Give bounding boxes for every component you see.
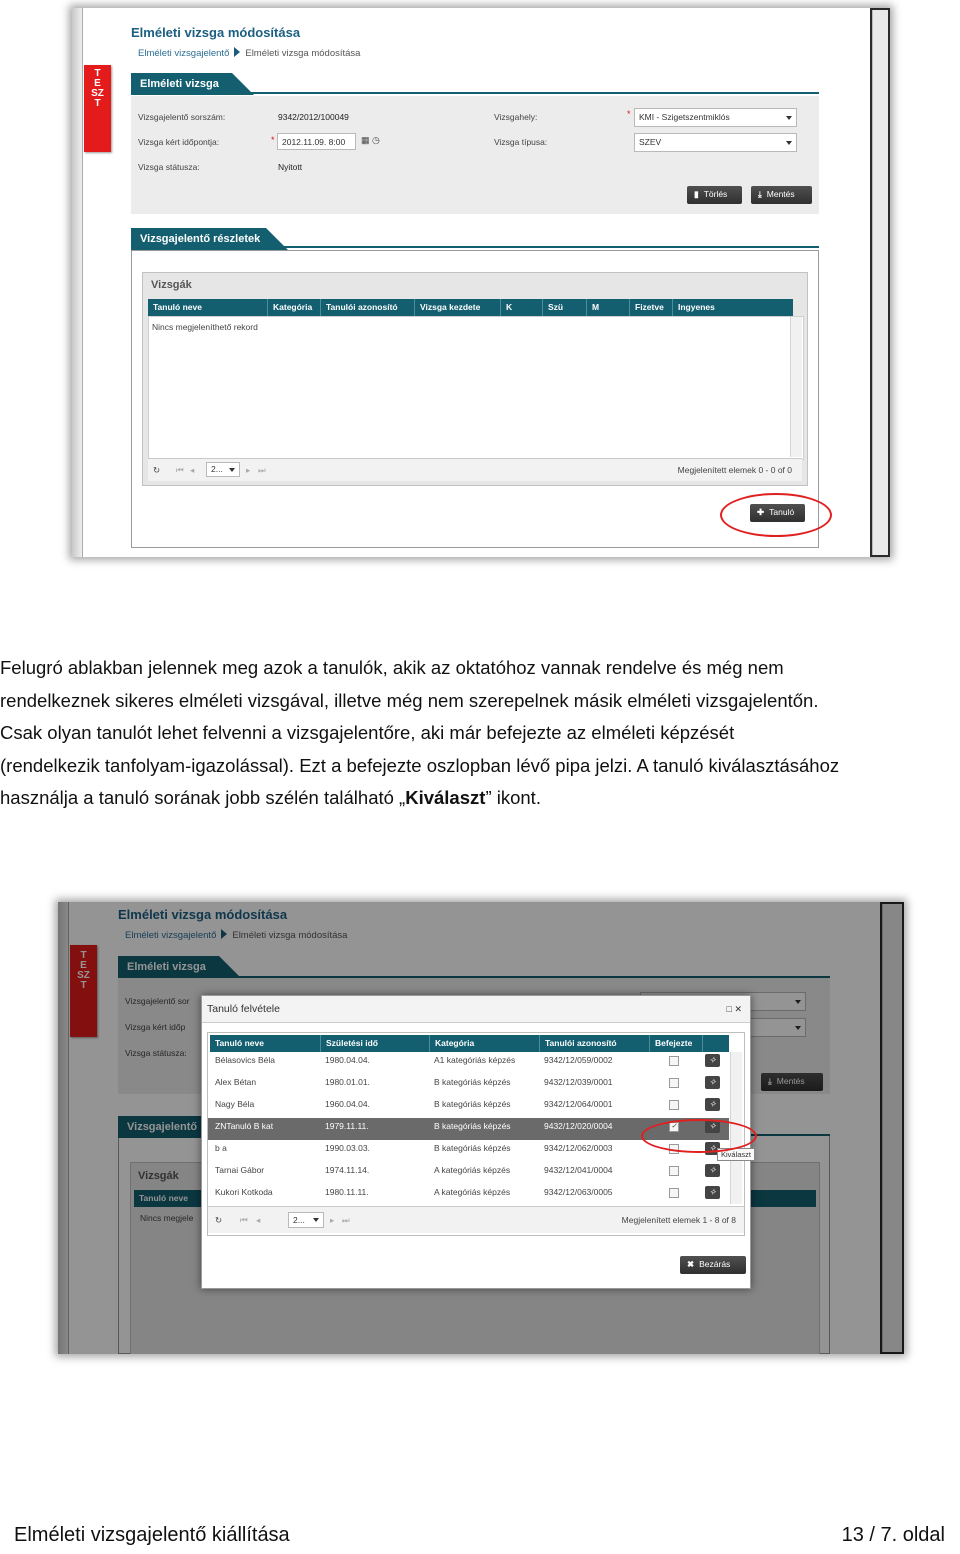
window-controls-icon[interactable]: □ ✕ bbox=[726, 1004, 742, 1014]
footer-page-number: 13 / 7. oldal bbox=[841, 1524, 945, 1546]
table-row[interactable]: Bélasovics Béla 1980.04.04. A1 kategóriás képzés 9342/12/059/0002 ✧ bbox=[208, 1052, 729, 1074]
breadcrumb-item-vizsgajelento[interactable]: Elméleti vizsgajelentő bbox=[138, 48, 230, 59]
idopont-input[interactable]: 2012.11.09. 8:00 bbox=[277, 133, 356, 150]
next-page-icon[interactable]: ▸ bbox=[246, 465, 251, 475]
first-page-icon[interactable]: ⏮ bbox=[240, 1215, 248, 1225]
idopont-label: Vizsga kért időpontja: bbox=[138, 137, 220, 147]
window-left-edge bbox=[72, 8, 83, 557]
footer-title: Elméleti vizsgajelentő kiállítása bbox=[14, 1524, 290, 1546]
paragraph-line: (rendelkezik tanfolyam-igazolással). Ezt a befejezte oszlopban lévő pipa jelzi. A tanuló kiválasztásához bbox=[0, 754, 840, 776]
column-header[interactable]: Vizsga kezdete bbox=[414, 299, 480, 316]
pager bbox=[208, 1206, 744, 1233]
vizsgahely-label: Vizsgahely: bbox=[494, 112, 538, 122]
next-page-icon[interactable]: ▸ bbox=[330, 1215, 335, 1225]
download-icon: ⤓ bbox=[758, 189, 762, 199]
select-wand-icon[interactable]: ✧ bbox=[705, 1186, 720, 1199]
highlight-ellipse bbox=[641, 1119, 757, 1153]
teszt-badge: T E SZ T bbox=[70, 945, 97, 1037]
status-label: Vizsga státusza: bbox=[138, 162, 200, 172]
empty-message: Nincs megjeleníthető rekord bbox=[152, 322, 258, 332]
column-header[interactable]: Kategória bbox=[267, 299, 312, 316]
tipus-label: Vizsga típusa: bbox=[494, 137, 548, 147]
teszt-badge: T E SZ T bbox=[84, 65, 111, 152]
tipus-select[interactable]: SZEV bbox=[634, 133, 797, 152]
pager bbox=[148, 458, 802, 481]
breadcrumb: Elméleti vizsgajelentő Elméleti vizsga módosítása bbox=[125, 930, 348, 941]
befejezte-checkbox bbox=[669, 1078, 679, 1088]
page-select[interactable]: 2... bbox=[206, 462, 240, 477]
first-page-icon[interactable]: ⏮ bbox=[176, 465, 184, 475]
kivalaszt-tooltip: Kiválaszt bbox=[717, 1148, 755, 1161]
refresh-icon[interactable]: ↻ bbox=[153, 465, 161, 475]
details-panel-tab: Vizsgajelentő részletek bbox=[131, 228, 266, 250]
page-title: Elméleti vizsga módosítása bbox=[118, 907, 288, 922]
window-right-edge bbox=[870, 8, 890, 557]
column-header[interactable]: K bbox=[500, 299, 512, 316]
select-wand-icon[interactable]: ✧ bbox=[705, 1164, 720, 1177]
prev-page-icon[interactable]: ◂ bbox=[256, 1215, 261, 1225]
column-header[interactable]: Születési idő bbox=[320, 1035, 378, 1052]
modal-title: Tanuló felvétele bbox=[207, 1003, 280, 1015]
select-wand-icon[interactable]: ✧ bbox=[705, 1120, 720, 1133]
sorszam-value: 9342/2012/100049 bbox=[278, 112, 349, 122]
column-header[interactable]: M bbox=[586, 299, 599, 316]
plus-icon: ✚ bbox=[757, 507, 765, 517]
paragraph-line: használja a tanuló sorának jobb szélén található „Kiválaszt” ikont. bbox=[0, 787, 541, 809]
column-header[interactable]: Tanuló neve bbox=[215, 1038, 264, 1048]
sorszam-label: Vizsgajelentő sorszám: bbox=[138, 112, 226, 122]
last-page-icon[interactable]: ⏭ bbox=[258, 465, 266, 475]
save-button[interactable]: ⤓ Mentés bbox=[751, 186, 812, 204]
refresh-icon[interactable]: ↻ bbox=[215, 1215, 223, 1225]
close-button[interactable]: ✖ Bezárás bbox=[680, 1256, 746, 1274]
instruction-paragraph bbox=[0, 652, 960, 815]
paragraph-line: Felugró ablakban jelennek meg azok a tanulók, akik az oktatóhoz vannak rendelve és még nem bbox=[0, 657, 784, 678]
grid-scrollbar[interactable] bbox=[790, 317, 802, 457]
breadcrumb-item-current: Elméleti vizsga módosítása bbox=[245, 48, 361, 59]
column-header[interactable]: Ingyenes bbox=[672, 299, 715, 316]
pager-info: Megjelenített elemek 0 - 0 of 0 bbox=[677, 465, 792, 475]
chevron-down-icon bbox=[229, 468, 235, 472]
befejezte-checkbox bbox=[669, 1056, 679, 1066]
exam-panel-tab: Elméleti vizsga bbox=[131, 73, 232, 95]
download-icon: ⤓ bbox=[768, 1076, 772, 1086]
page-title: Elméleti vizsga módosítása bbox=[131, 25, 301, 40]
table-row[interactable]: b a 1990.03.03. B kategóriás képzés 9342/12/062/0003 ✧ bbox=[208, 1140, 729, 1162]
select-wand-icon[interactable]: ✧ bbox=[705, 1098, 720, 1111]
table-row[interactable]: Nagy Béla 1960.04.04. B kategóriás képzés 9342/12/064/0001 ✧ bbox=[208, 1096, 729, 1118]
befejezte-checkbox-checked: ✓ bbox=[669, 1122, 679, 1132]
add-student-button[interactable]: ✚ Tanuló bbox=[750, 504, 805, 522]
breadcrumb bbox=[138, 47, 360, 59]
calendar-clock-icon[interactable]: ▦ ◷ bbox=[361, 135, 380, 145]
select-wand-icon[interactable]: ✧ bbox=[705, 1076, 720, 1089]
exams-grid-header bbox=[148, 299, 793, 316]
column-header[interactable]: Befejezte bbox=[649, 1035, 692, 1052]
select-wand-icon[interactable]: ✧ bbox=[705, 1142, 720, 1155]
screenshot-exam-edit: Elméleti vizsga módosítása Elméleti vizsgajelentő Elméleti vizsga módosítása T E SZ T Elméleti vizsga Vizsgajelentő sorszám: 9342/2012/100049 Vizsga kért időpontja: * 2012.11.09. 8:00 ▦ ◷ Vizsga státusza: Nyitott Vizsgahely: * KMI - Szigetszentmiklós Vizsga típusa: SZEV ▮ Törlés ⤓ Mentés Vizsgajelentő részletek Vizsgák Tanuló neve Kategória Tanulói azonosító Vizsga kezdete K Szü M Fizetve Ingyenes Nincs megjeleníthető rekord ↻ ⏮ ◂ 2... ▸ ⏭ Megjelenített elemek 0 - 0 of 0 ✚ Tanuló bbox=[72, 8, 890, 557]
kivalaszt-emphasis: Kiválaszt bbox=[405, 787, 486, 809]
column-header[interactable]: Tanulói azonosító bbox=[539, 1035, 617, 1052]
chevron-down-icon bbox=[786, 116, 792, 120]
pager-info: Megjelenített elemek 1 - 8 of 8 bbox=[621, 1215, 736, 1225]
delete-button[interactable]: ▮ Törlés bbox=[687, 186, 742, 204]
prev-page-icon[interactable]: ◂ bbox=[190, 465, 195, 475]
vizsgak-title: Vizsgák bbox=[151, 279, 192, 291]
paragraph-line: rendelkeznek sikeres elméleti vizsgával, illetve még nem szerepelnek másik elméleti vizsgajelentőn. bbox=[0, 689, 819, 711]
chevron-down-icon bbox=[786, 141, 792, 145]
column-header[interactable]: Tanuló neve bbox=[153, 302, 202, 312]
table-row-selected[interactable]: ZNTanuló B kat 1979.11.11. B kategóriás képzés 9432/12/020/0004 ✓ ✧ bbox=[208, 1118, 729, 1140]
save-button[interactable]: ⤓ Mentés bbox=[761, 1073, 823, 1091]
column-header[interactable]: Szü bbox=[542, 299, 563, 316]
paragraph-line: Csak olyan tanulót lehet felvenni a vizsgajelentőre, aki már befejezte az elméleti képzését bbox=[0, 722, 735, 744]
modal-header bbox=[202, 996, 750, 1023]
highlight-ellipse bbox=[720, 493, 832, 537]
befejezte-checkbox bbox=[669, 1166, 679, 1176]
vizsgahely-select[interactable]: KMI - Szigetszentmiklós bbox=[634, 108, 797, 127]
breadcrumb-separator-icon bbox=[234, 47, 240, 57]
table-row[interactable]: Tarnai Gábor 1974.11.14. A kategóriás képzés 9432/12/041/0004 ✧ bbox=[208, 1162, 729, 1184]
last-page-icon[interactable]: ⏭ bbox=[342, 1215, 350, 1225]
exams-grid-body bbox=[148, 316, 804, 460]
chevron-down-icon bbox=[313, 1218, 319, 1222]
page-select[interactable]: 2... bbox=[288, 1212, 324, 1228]
column-header[interactable]: Tanulói azonosító bbox=[320, 299, 398, 316]
column-header[interactable]: Kategória bbox=[429, 1035, 474, 1052]
status-value: Nyitott bbox=[278, 162, 303, 172]
close-icon: ✖ bbox=[687, 1259, 695, 1269]
befejezte-checkbox bbox=[669, 1188, 679, 1198]
select-wand-icon[interactable]: ✧ bbox=[705, 1054, 720, 1067]
trash-icon: ▮ bbox=[694, 189, 699, 199]
befejezte-checkbox bbox=[669, 1100, 679, 1110]
students-grid-header bbox=[210, 1035, 729, 1052]
screenshot-student-picker: Elméleti vizsga módosítása Elméleti vizsgajelentő Elméleti vizsga módosítása T E SZ T Elméleti vizsga Vizsgajelentő sor Vizsga kért időp Vizsga státusza: ⤓ Mentés Vizsgajelentő Vizsgák Tanuló neve Nincs megjele Tanuló felvétele □ ✕ Tanuló neve Születési idő Kategória Tanulói azonosító Befejezte Bélasovics Béla 1980.04.04. A1 kategóriás képzés 9342/12/059/0002 ✧ Alex Bétan 1980.01.01. B kategóriás képzés 9432/12/039/0001 ✧ Nagy Béla 1960.04.04. B kategóriás képzés 9342/12/064/0001 ✧ ZNTanuló B kat 1979.11.11. B kategóriás képzés 9432/12/020/0004 ✓ ✧ b a 1990.03.03. B kategóriás képzés 9342/12/062/0003 ✧ Tarnai Gábor 1974.11.14. A kategóriás képzés 9432/12/041/0004 ✧ Kukori Kotkoda 1980.11.11. A kategóriás képzés 9342/12/063/0005 ✧ ↻ ⏮ ◂ 2... ▸ ⏭ Megjelenített elemek 1 - 8 of 8 Kiválaszt ✖ Bezárás bbox=[58, 902, 904, 1354]
column-header[interactable]: Fizetve bbox=[629, 299, 664, 316]
table-row[interactable]: Alex Bétan 1980.01.01. B kategóriás képzés 9432/12/039/0001 ✧ bbox=[208, 1074, 729, 1096]
table-row[interactable]: Kukori Kotkoda 1980.11.11. A kategóriás képzés 9342/12/063/0005 ✧ bbox=[208, 1184, 729, 1206]
